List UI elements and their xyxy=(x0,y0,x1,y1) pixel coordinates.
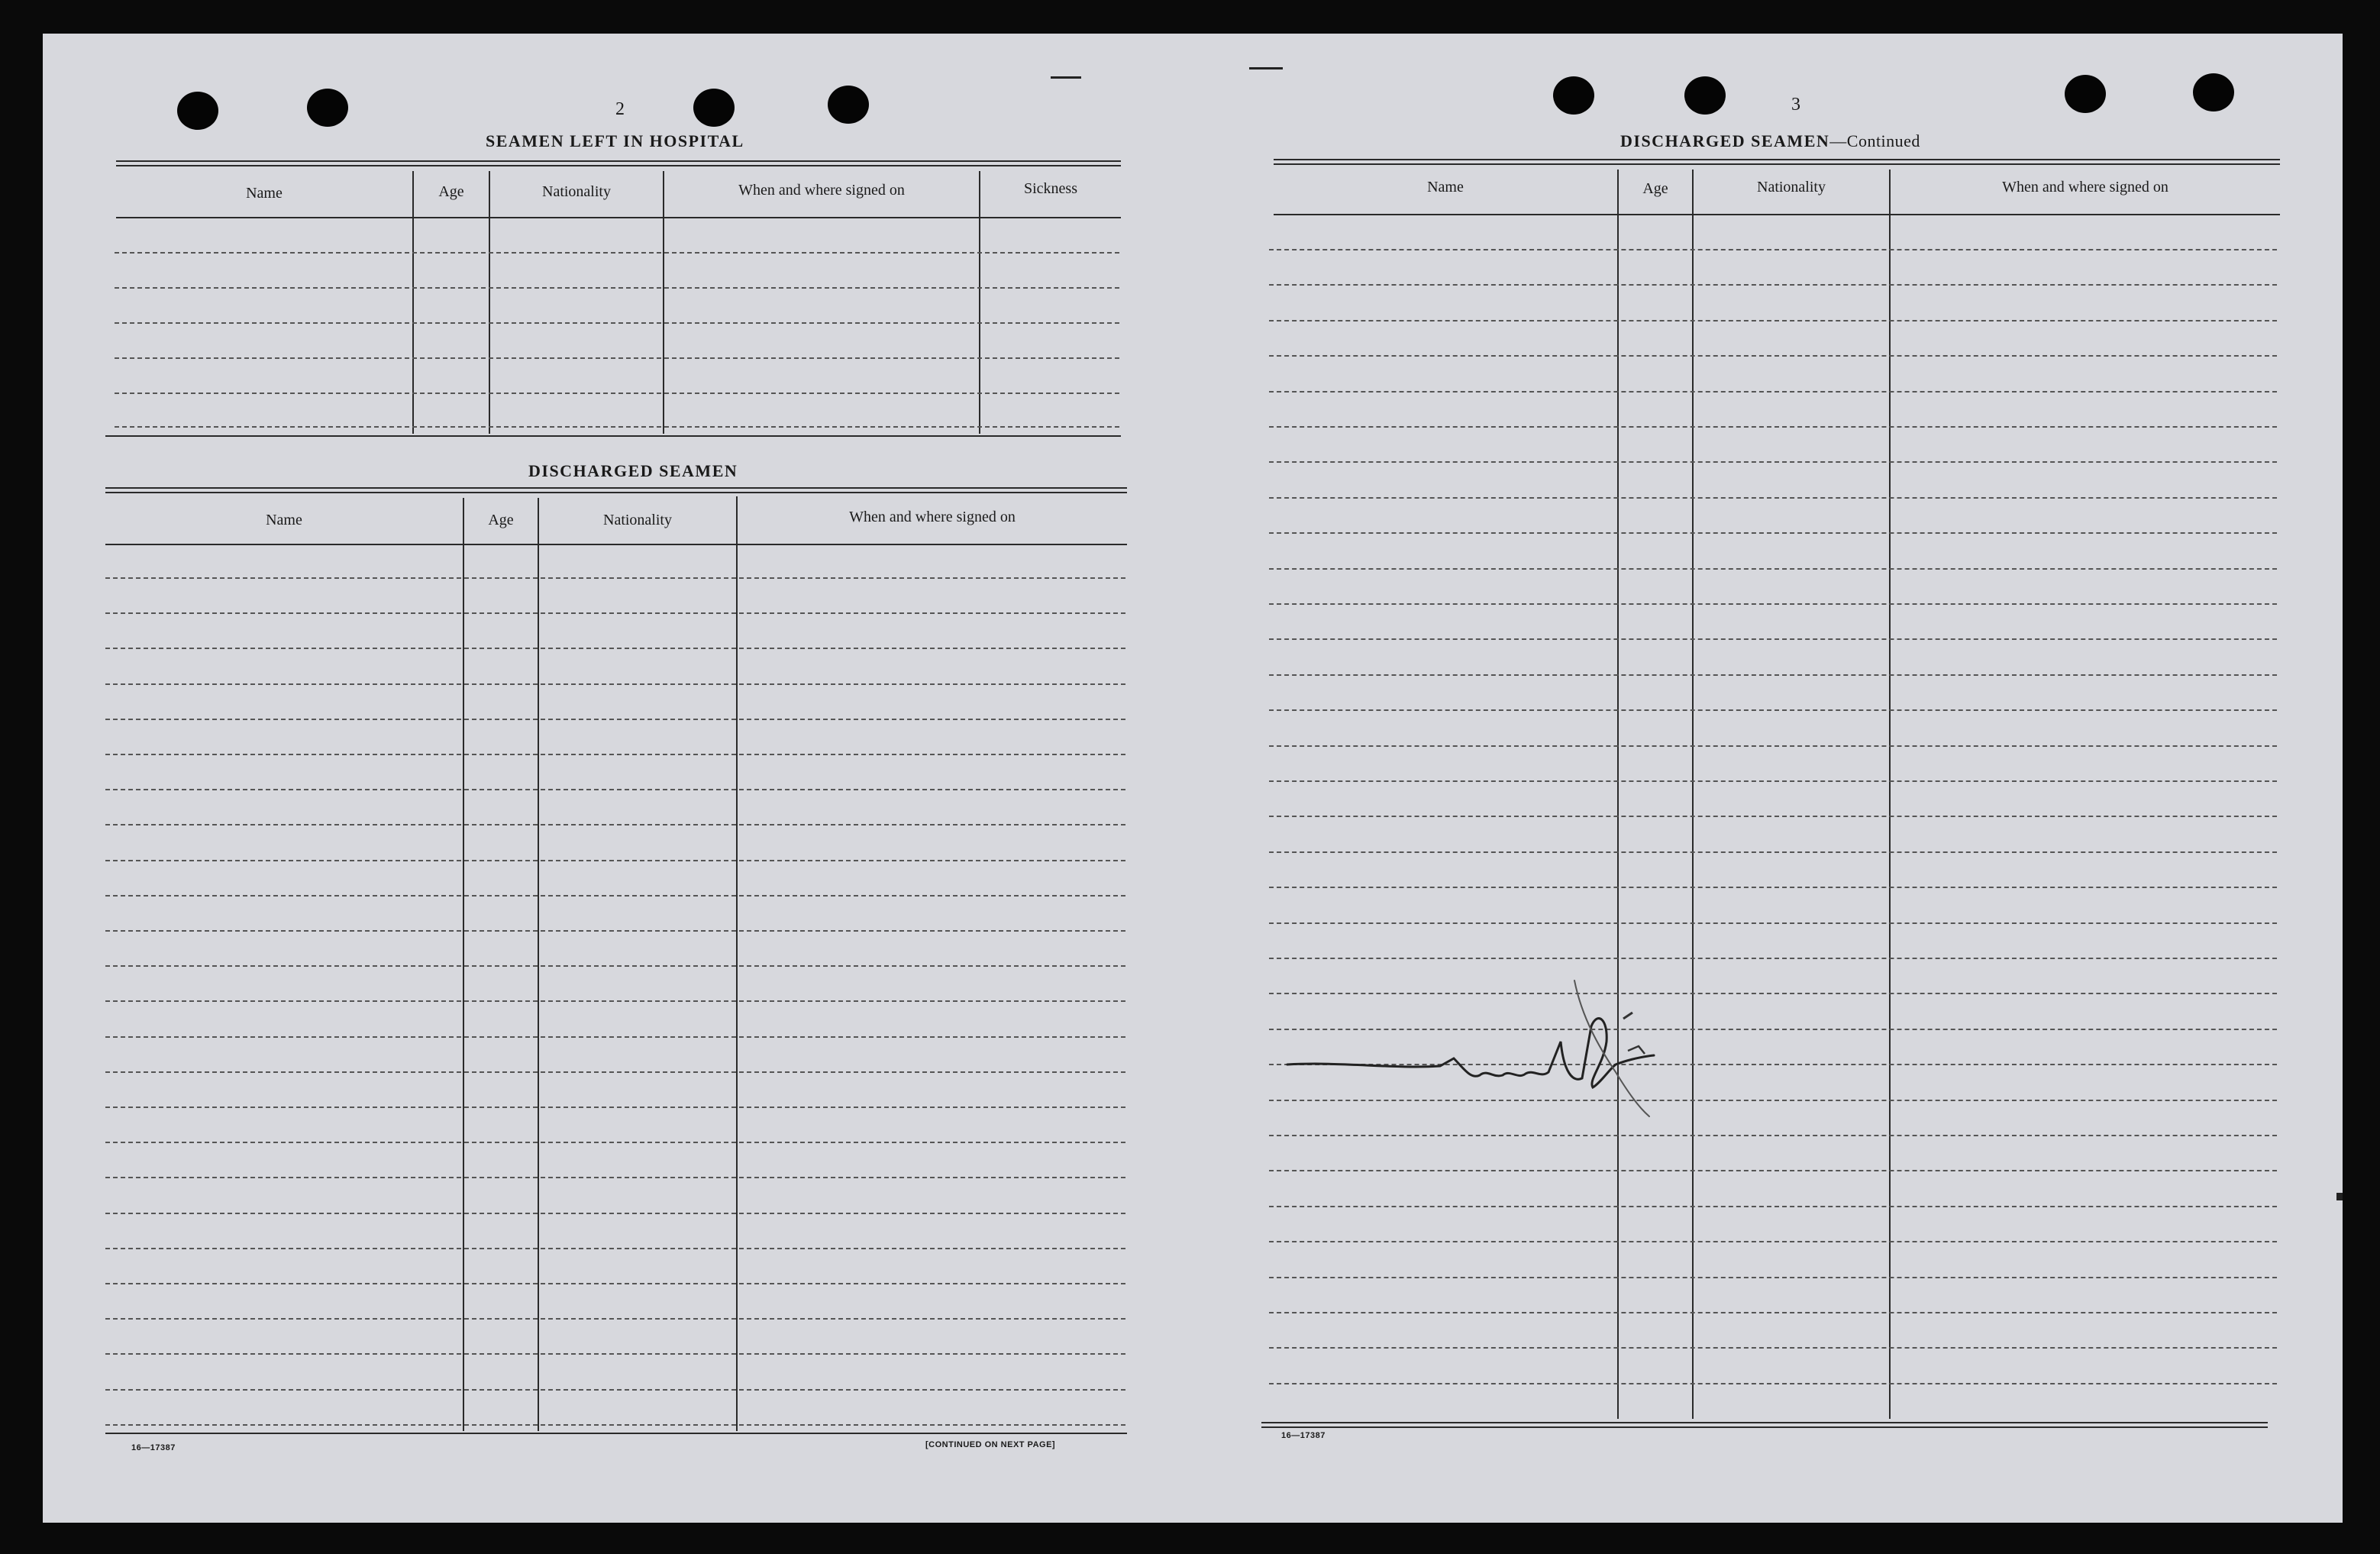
page-number-right: 3 xyxy=(1791,95,1800,115)
row-rule xyxy=(1269,568,2277,570)
row-rule xyxy=(105,965,1125,967)
ink-mark xyxy=(1249,67,1283,69)
row-rule xyxy=(105,719,1125,720)
row-rule xyxy=(1269,1135,2277,1136)
row-rule xyxy=(105,1424,1125,1426)
row-rule xyxy=(1269,249,2277,250)
hospital-col-name: Name xyxy=(246,185,283,202)
row-rule xyxy=(105,1000,1125,1002)
row-rule xyxy=(105,683,1125,685)
hospital-col-when-where: When and where signed on xyxy=(738,182,905,199)
row-rule xyxy=(1269,426,2277,428)
discharged-col-when-where: When and where signed on xyxy=(849,509,1016,525)
row-rule xyxy=(105,1389,1125,1391)
punch-hole xyxy=(693,89,735,127)
edge-mark xyxy=(2336,1193,2343,1200)
row-rule xyxy=(1269,497,2277,499)
form-sheet xyxy=(43,34,2343,1523)
row-rule xyxy=(1269,674,2277,676)
discharged-col-age: Age xyxy=(488,512,514,528)
ink-mark xyxy=(1051,76,1081,79)
row-rule xyxy=(105,1036,1125,1038)
row-rule xyxy=(105,1283,1125,1284)
row-rule xyxy=(1269,887,2277,888)
row-rule xyxy=(105,930,1125,932)
row-rule xyxy=(105,1107,1125,1108)
row-rule xyxy=(1269,709,2277,711)
discharged-col-name: Name xyxy=(266,512,302,528)
page-number-left: 2 xyxy=(615,99,625,119)
row-rule xyxy=(105,1177,1125,1178)
continued-col-nationality: Nationality xyxy=(1757,179,1826,195)
row-rule xyxy=(1269,745,2277,747)
punch-hole xyxy=(1553,76,1594,115)
row-rule xyxy=(105,754,1125,755)
hospital-col-sickness: Sickness xyxy=(1024,180,1077,197)
row-rule xyxy=(1269,1383,2277,1384)
row-rule xyxy=(1269,532,2277,534)
hospital-col-nationality: Nationality xyxy=(542,183,611,200)
hospital-section-title: SEAMEN LEFT IN HOSPITAL xyxy=(486,131,744,150)
row-rule xyxy=(105,1213,1125,1214)
discharged-continued-title: DISCHARGED SEAMEN—Continued xyxy=(1620,131,1920,150)
row-rule xyxy=(105,1142,1125,1143)
form-number-left: 16—17387 xyxy=(131,1443,176,1452)
row-rule xyxy=(1269,461,2277,463)
form-number-right: 16—17387 xyxy=(1281,1431,1326,1440)
row-rule xyxy=(105,860,1125,861)
punch-hole xyxy=(307,89,348,127)
discharged-section-title: DISCHARGED SEAMEN xyxy=(528,461,738,480)
row-rule xyxy=(1269,816,2277,817)
punch-hole xyxy=(1684,76,1726,115)
row-rule xyxy=(1269,1277,2277,1278)
continued-col-when-where: When and where signed on xyxy=(2002,179,2168,195)
row-rule xyxy=(105,1071,1125,1073)
handwritten-signature xyxy=(1280,912,1707,1126)
row-rule xyxy=(1269,1347,2277,1349)
row-rule xyxy=(1269,1312,2277,1313)
row-rule xyxy=(1269,638,2277,640)
row-rule xyxy=(1269,851,2277,853)
continued-col-name: Name xyxy=(1427,179,1464,195)
punch-hole xyxy=(177,92,218,130)
row-rule xyxy=(105,1353,1125,1355)
row-rule xyxy=(105,577,1125,579)
row-rule xyxy=(1269,355,2277,357)
row-rule xyxy=(1269,603,2277,605)
hospital-col-age: Age xyxy=(438,183,464,200)
row-rule xyxy=(1269,320,2277,321)
continued-col-age: Age xyxy=(1642,180,1668,197)
punch-hole xyxy=(828,86,869,124)
row-rule xyxy=(1269,1241,2277,1242)
continued-note: [CONTINUED ON NEXT PAGE] xyxy=(925,1440,1056,1449)
row-rule xyxy=(105,1248,1125,1249)
row-rule xyxy=(1269,1170,2277,1171)
punch-hole xyxy=(2065,75,2106,113)
row-rule xyxy=(105,1318,1125,1320)
row-rule xyxy=(1269,780,2277,782)
row-rule xyxy=(1269,1206,2277,1207)
punch-hole xyxy=(2193,73,2234,111)
row-rule xyxy=(1269,284,2277,286)
row-rule xyxy=(1269,391,2277,393)
row-rule xyxy=(105,612,1125,614)
row-rule xyxy=(105,648,1125,649)
row-rule xyxy=(105,789,1125,790)
row-rule xyxy=(105,895,1125,897)
discharged-col-nationality: Nationality xyxy=(603,512,672,528)
row-rule xyxy=(105,824,1125,825)
